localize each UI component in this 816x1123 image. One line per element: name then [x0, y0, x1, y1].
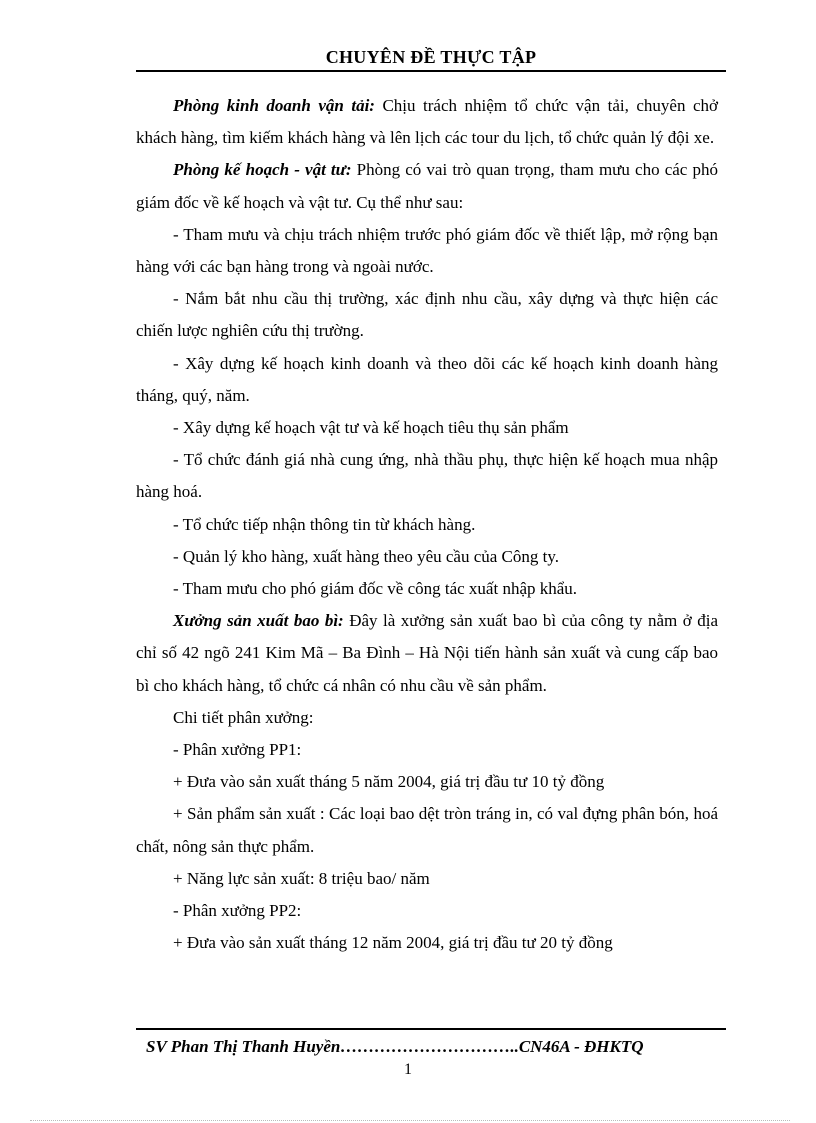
- page-bottom-edge: [30, 1120, 790, 1121]
- workshop-pp1-heading: - Phân xưởng PP1:: [173, 740, 302, 760]
- list-item: - Tổ chức tiếp nhận thông tin từ khách hàng.: [173, 514, 476, 534]
- footer-student-info: SV Phan Thị Thanh Huyền…………………………..CN46A - ĐHKTQ: [146, 1037, 644, 1056]
- header-rule: [136, 70, 726, 72]
- paragraph-text: Đây là xưởng sản xuất bao bì của công ty nằm ở địa chỉ số 42 ngõ 241 Kim Mã – Ba Đình – Hà Nội tiến hành sản xuất và cung cấp bao bì cho khách hàng, tổ chức cá nhân có nhu cầu về sản phẩm.: [136, 611, 719, 695]
- list-item: - Tham mưu và chịu trách nhiệm trước phó giám đốc về thiết lập, mở rộng bạn hàng với các bạn hàng trong và ngoài nước.: [136, 224, 718, 277]
- list-item: - Tổ chức đánh giá nhà cung ứng, nhà thầu phụ, thực hiện kế hoạch mua nhập hàng hoá.: [136, 450, 718, 502]
- workshop-pp2-heading: - Phân xưởng PP2:: [173, 901, 302, 921]
- page-number: 1: [404, 1061, 412, 1078]
- paragraph-text: Phòng có vai trò quan trọng, tham mưu cho các phó giám đốc về kế hoạch và vật tư. Cụ thể như sau:: [136, 160, 718, 212]
- list-item: - Xây dựng kế hoạch vật tư và kế hoạch tiêu thụ sản phẩm: [173, 418, 569, 438]
- paragraph-lead: Phòng kế hoạch - vật tư:: [173, 160, 352, 180]
- document-body: [136, 90, 718, 959]
- list-item: + Đưa vào sản xuất tháng 5 năm 2004, giá trị đầu tư 10 tỷ đồng: [173, 772, 605, 792]
- detail-heading: Chi tiết phân xưởng:: [173, 707, 314, 727]
- paragraph-lead: Xưởng sản xuất bao bì:: [173, 611, 344, 631]
- paragraph-lead: Phòng kinh doanh vận tải:: [173, 96, 375, 115]
- paragraph-planning-dept: [136, 154, 718, 218]
- list-item: + Đưa vào sản xuất tháng 12 năm 2004, giá trị đầu tư 20 tỷ đồng: [173, 933, 613, 953]
- paragraph-text: Chịu trách nhiệm tổ chức vận tải, chuyên chở khách hàng, tìm kiếm khách hàng và lên lịch các tour du lịch, tổ chức quản lý đội xe.: [136, 96, 718, 148]
- footer-rule: [136, 1028, 726, 1030]
- list-item: - Xây dựng kế hoạch kinh doanh và theo dõi các kế hoạch kinh doanh hàng tháng, quý, năm.: [136, 353, 718, 405]
- list-item: - Tham mưu cho phó giám đốc về công tác xuất nhập khẩu.: [173, 579, 578, 599]
- paragraph-packaging-workshop: [136, 605, 718, 702]
- list-item: - Nắm bắt nhu cầu thị trường, xác định nhu cầu, xây dựng và thực hiện các chiến lược nghiên cứu thị trường.: [136, 289, 718, 341]
- paragraph-transport-dept: [136, 90, 718, 154]
- page-header-title: CHUYÊN ĐỀ THỰC TẬP: [325, 47, 537, 67]
- list-item: + Năng lực sản xuất: 8 triệu bao/ năm: [173, 868, 430, 888]
- list-item: + Sản phẩm sản xuất : Các loại bao dệt tròn tráng in, có val đựng phân bón, hoá chất, nông sản thực phẩm.: [136, 804, 718, 856]
- list-item: - Quản lý kho hàng, xuất hàng theo yêu cầu của Công ty.: [173, 546, 560, 566]
